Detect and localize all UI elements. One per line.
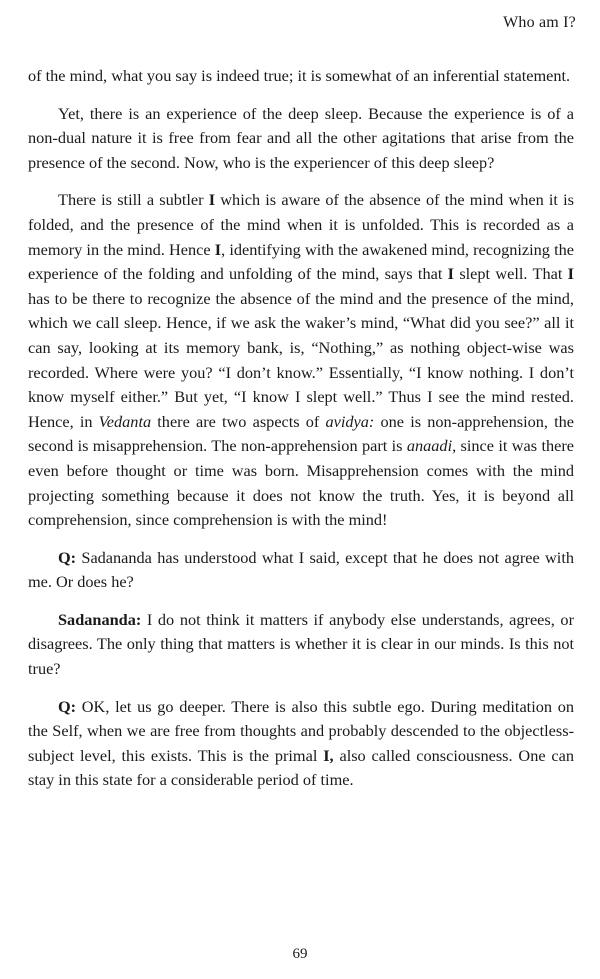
bold-run: I (447, 264, 455, 284)
paragraph (28, 64, 574, 89)
paragraph (28, 608, 574, 682)
bold-run: Q: (58, 547, 77, 567)
text-run: has to be there to recognize the absence of the mind and the presence of the mind, which we call sleep. Hence, if we ask the waker’s mind, “What did you see?” all it can say, looking at its memory bank, is, “Nothing,” as nothing object-wise was recorded. Where were you? “I don’t know.” Essentially, “I know nothing. I don’t know myself either.” But yet, “I know I slept well.” Thus I see the mind rested. Hence, in (28, 288, 574, 431)
text-run: Yet, there is an experience of the deep sleep. Because the experience is of a non-dual nature it is free from fear and all the other agitations that arise from the presence of the second. Now, who is the experiencer of this deep sleep? (28, 103, 574, 172)
bold-run: I (208, 190, 216, 210)
text-run: which is aware of the absence of the mind when it is folded, and the presence of the mind when it is unfolded. This is recorded as a memory in the mind. Hence (28, 190, 575, 259)
text-run: also called consciousness. One can stay in this state for a considerable period of time. (28, 745, 574, 790)
text-run: OK, let us go deeper. There is also this subtle ego. During meditation on the Self, when we are free from thoughts and probably descended to the objectless-subject level, this exists. This is the primal (28, 696, 574, 765)
bold-run: Sadananda: (58, 609, 142, 629)
italic-run: avidya: (325, 411, 375, 431)
text-run: I do not think it matters if anybody else understands, agrees, or disagrees. The only thing that matters is whether it is clear in our minds. Is this not true? (28, 609, 574, 679)
paragraph (28, 546, 574, 595)
italic-run: Vedanta (98, 411, 152, 431)
bold-run: I, (323, 745, 334, 765)
text-run: slept well. That (454, 264, 568, 284)
body-text (28, 64, 574, 806)
text-run: there are two aspects of (151, 411, 326, 431)
text-run: There is still a subtler (58, 190, 209, 210)
text-run: , identifying with the awakened mind, recognizing the experience of the folding and unfolding of the mind, says that (28, 239, 574, 284)
running-head: Who am I? (503, 14, 576, 31)
paragraph (28, 695, 574, 793)
bold-run: Q: (58, 696, 77, 716)
text-run: one is non-apprehension, the second is misapprehension. The non-apprehension part is (28, 411, 575, 456)
paragraph (28, 188, 574, 532)
bold-run: I (567, 264, 574, 284)
text-run: of the mind, what you say is indeed true; it is somewhat of an inferential statement. (28, 66, 571, 85)
text-run: Sadananda has understood what I said, except that he does not agree with me. Or does he? (28, 547, 574, 592)
bold-run: I (214, 239, 222, 259)
italic-run: anaadi, (406, 436, 457, 456)
text-run: since it was there even before thought or time was born. Misapprehension comes with the mind projecting something because it does not know the truth. Yes, it is beyond all comprehension, since comprehension is with the mind! (28, 436, 574, 530)
paragraph (28, 102, 574, 176)
page-number: 69 (292, 946, 308, 962)
